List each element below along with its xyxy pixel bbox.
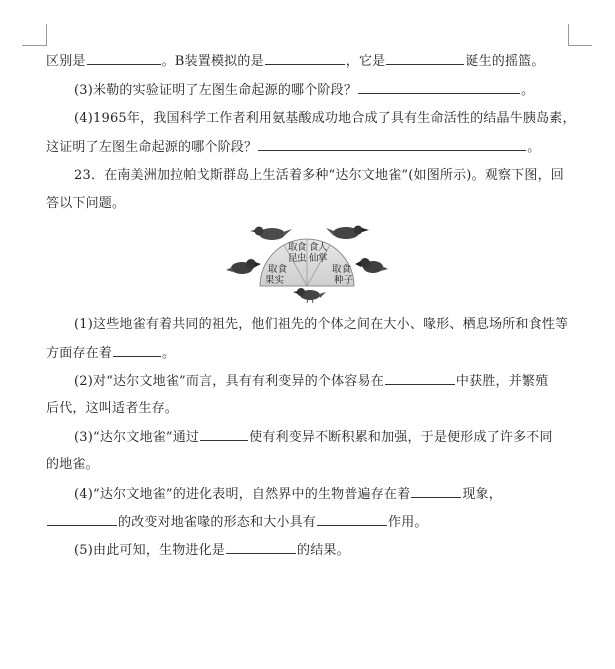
label-insect-1: 取 <box>288 242 298 253</box>
q23-intro-line1: 23．在南美洲加拉帕戈斯群岛上生活着多种“达尔文地雀”(如图所示)。观察下图，回 <box>74 168 564 183</box>
finch-fruit-eater-icon <box>226 259 261 274</box>
darwin-finch-figure <box>226 222 388 304</box>
label-fruit-top: 取食 <box>268 264 288 275</box>
q23-5: (5)由此可知，生物进化是 的结果。 <box>74 543 350 558</box>
crop-mark-right-h <box>568 45 592 46</box>
q23-3-line1: (3)“达尔文地雀”通过 使有利变异不断积累和加强，于是便形成了许多不同 <box>74 430 553 445</box>
q23-1-line1: (1)这些地雀有着共同的祖先，他们祖先的个体之间在大小、喙形、栖息场所和食性等 <box>74 317 569 332</box>
label-cactus-1: 食 <box>309 242 319 253</box>
crop-mark-right-v <box>568 24 569 46</box>
q23-1-line2: 方面存在着 。 <box>46 346 176 361</box>
label-cactus-3: 人 <box>318 242 328 253</box>
answer-blank[interactable] <box>258 138 526 151</box>
answer-blank[interactable] <box>87 52 161 65</box>
answer-blank[interactable] <box>317 513 387 526</box>
prev-q3: (3)米勒的实验证明了左图生命起源的哪个阶段？ 。 <box>74 83 535 98</box>
prev-q4-line2: 这证明了左图生命起源的哪个阶段？ 。 <box>46 140 541 155</box>
label-insect-2: 昆 <box>288 253 298 264</box>
label-seed-bottom: 种子 <box>334 275 354 286</box>
answer-blank[interactable] <box>200 428 248 441</box>
label-cactus-2: 仙 <box>309 253 319 264</box>
q23-2-line1: (2)对“达尔文地雀”而言，具有有利变异的个体容易在 中获胜，并繁殖 <box>74 374 549 389</box>
answer-blank[interactable] <box>113 344 161 357</box>
answer-blank[interactable] <box>411 485 461 498</box>
label-insect-4: 虫 <box>297 253 307 264</box>
label-cactus-4: 掌 <box>318 253 328 264</box>
answer-blank[interactable] <box>47 513 117 526</box>
answer-blank[interactable] <box>226 541 296 554</box>
finch-insect-eater-icon <box>250 227 292 241</box>
q23-3-line2: 的地雀。 <box>46 457 99 472</box>
q23-2-line2: 后代，这叫适者生存。 <box>46 401 179 416</box>
answer-blank[interactable] <box>386 52 464 65</box>
label-seed-top: 取食 <box>332 264 352 275</box>
answer-blank[interactable] <box>358 81 520 94</box>
prev-question-line1: 区别是 。B装置模拟的是 ，它是 诞生的摇篮。 <box>46 54 545 69</box>
crop-mark-left-v <box>46 24 47 46</box>
q23-4-line1: (4)“达尔文地雀”的进化表明，自然界中的生物普遍存在着 现象， <box>74 487 502 502</box>
q23-intro-line2: 答以下问题。 <box>46 196 126 211</box>
finch-cactus-eater-icon <box>326 226 369 240</box>
label-fruit-bottom: 果实 <box>265 275 285 286</box>
finch-ancestor-icon <box>293 288 326 303</box>
label-insect-3: 食 <box>297 242 307 253</box>
answer-blank[interactable] <box>265 52 345 65</box>
answer-blank[interactable] <box>385 372 455 385</box>
crop-mark-left-h <box>22 45 46 46</box>
prev-q4-line1: (4)1965年，我国科学工作者利用氨基酸成功地合成了具有生命活性的结晶牛胰岛素， <box>74 111 576 126</box>
finch-seed-eater-icon <box>355 258 388 273</box>
q23-4-line2: 的改变对地雀喙的形态和大小具有 作用。 <box>46 513 571 532</box>
